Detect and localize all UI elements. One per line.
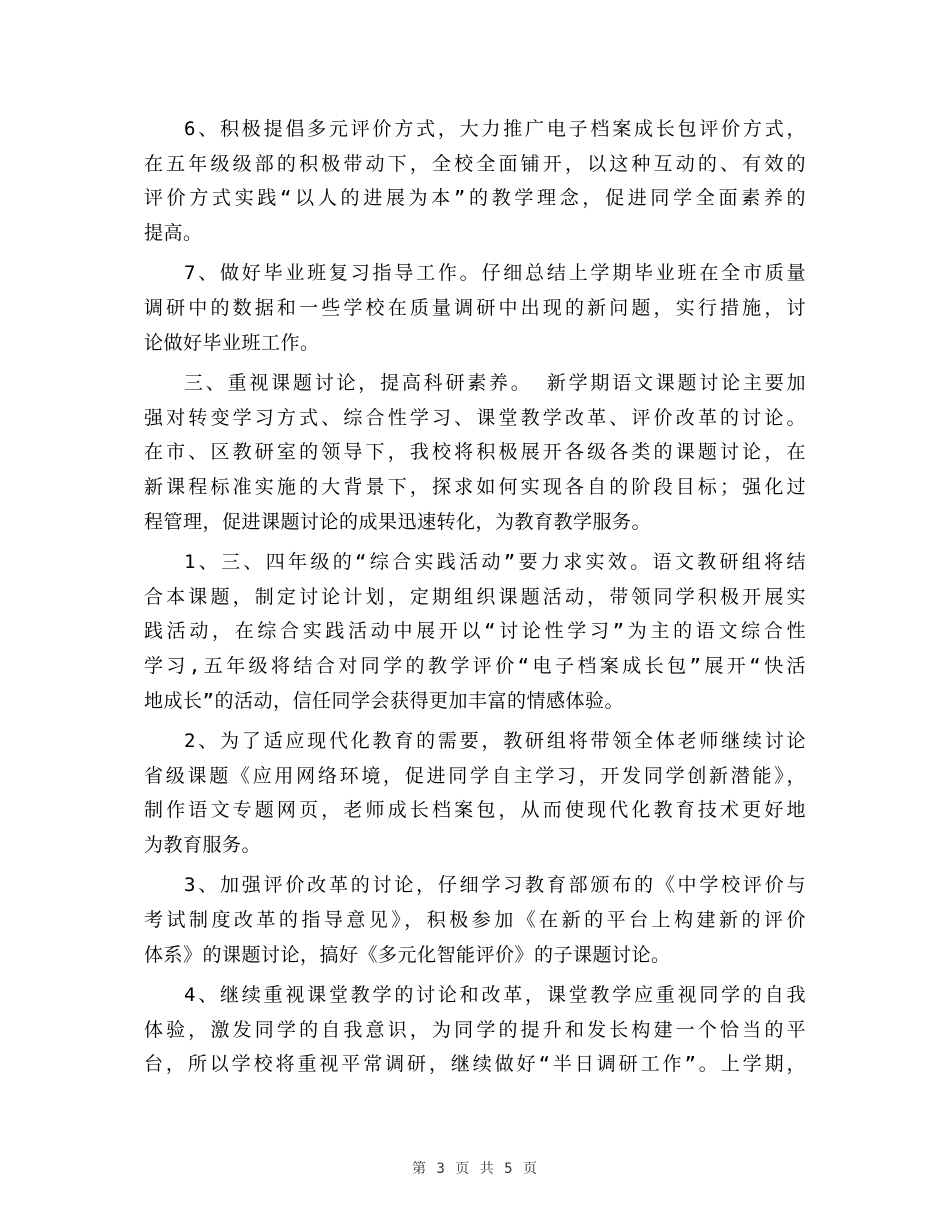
paragraph-line: 为教育服务。 [144, 833, 262, 856]
paragraph-line: 制作语文专题网页，老师成长档案包，从而使现代化教育技术更好地 [144, 799, 806, 822]
paragraph-line: 在市、区教研室的领导下，我校将积极展开各级各类的课题讨论，在 [144, 441, 806, 464]
paragraph-line: 6、积极提倡多元评价方式，大力推广电子档案成长包评价方式， [184, 118, 806, 140]
paragraph-line: 程管理，促进课题讨论的成果迅速转化，为教育教学服务。 [144, 510, 652, 533]
paragraph-line: 台，所以学校将重视平常调研，继续做好“半日调研工作”。上学期， [144, 1053, 806, 1076]
paragraph-line: 省级课题《应用网络环境，促进同学自主学习，开发同学创新潜能》， [144, 764, 806, 787]
paragraph-line: 提高。 [144, 221, 203, 244]
paragraph-line: 三、重视课题讨论，提高科研素养。 新学期语文课题讨论主要加 [184, 372, 806, 395]
paragraph-line: 调研中的数据和一些学校在质量调研中出现的新问题，实行措施，讨 [144, 296, 806, 319]
paragraph-line: 学习,五年级将结合对同学的教学评价“电子档案成长包”展开“快活 [144, 654, 806, 677]
paragraph-3-evaluation-reform [144, 868, 806, 972]
paragraph-1-practice [144, 545, 806, 718]
paragraph-line: 考试制度改革的指导意见》，积极参加《在新的平台上构建新的评价 [144, 909, 806, 932]
paragraph-7-graduation [144, 256, 806, 360]
paragraph-4-classroom [144, 978, 806, 1082]
paragraph-line: 评价方式实践“以人的进展为本”的教学理念，促进同学全面素养的 [144, 187, 806, 210]
paragraph-line: 地成长”的活动，信任同学会获得更加丰富的情感体验。 [144, 689, 624, 712]
paragraph-line: 强对转变学习方式、综合性学习、课堂教学改革、评价改革的讨论。 [144, 406, 806, 429]
paragraph-line: 3、加强评价改革的讨论，仔细学习教育部颁布的《中学校评价与 [184, 874, 806, 897]
paragraph-line: 1、三、四年级的“综合实践活动”要力求实效。语文教研组将结 [184, 551, 806, 574]
paragraph-6-evaluation [144, 112, 806, 250]
paragraph-line: 体验，激发同学的自我意识，为同学的提升和发长构建一个恰当的平 [144, 1018, 806, 1041]
paragraph-2-modernization [144, 724, 806, 862]
paragraph-line: 2、为了适应现代化教育的需要，教研组将带领全体老师继续讨论 [184, 730, 806, 753]
paragraph-line: 在五年级级部的积极带动下，全校全面铺开，以这种互动的、有效的 [144, 152, 806, 175]
page-number-footer: 第 3 页 共 5 页 [411, 1161, 538, 1177]
section-3-research [144, 366, 806, 539]
document-body [144, 112, 806, 1088]
paragraph-line: 论做好毕业班工作。 [144, 331, 320, 354]
paragraph-line: 7、做好毕业班复习指导工作。仔细总结上学期毕业班在全市质量 [184, 262, 806, 285]
paragraph-line: 践活动，在综合实践活动中展开以“讨论性学习”为主的语文综合性 [144, 620, 806, 643]
paragraph-line: 体系》的课题讨论，搞好《多元化智能评价》的子课题讨论。 [144, 943, 671, 966]
paragraph-line: 新课程标准实施的大背景下，探求如何实现各自的阶段目标；强化过 [144, 475, 806, 498]
paragraph-line: 4、继续重视课堂教学的讨论和改革，课堂教学应重视同学的自我 [184, 984, 806, 1007]
paragraph-line: 合本课题，制定讨论计划，定期组织课题活动，带领同学积极开展实 [144, 585, 806, 608]
